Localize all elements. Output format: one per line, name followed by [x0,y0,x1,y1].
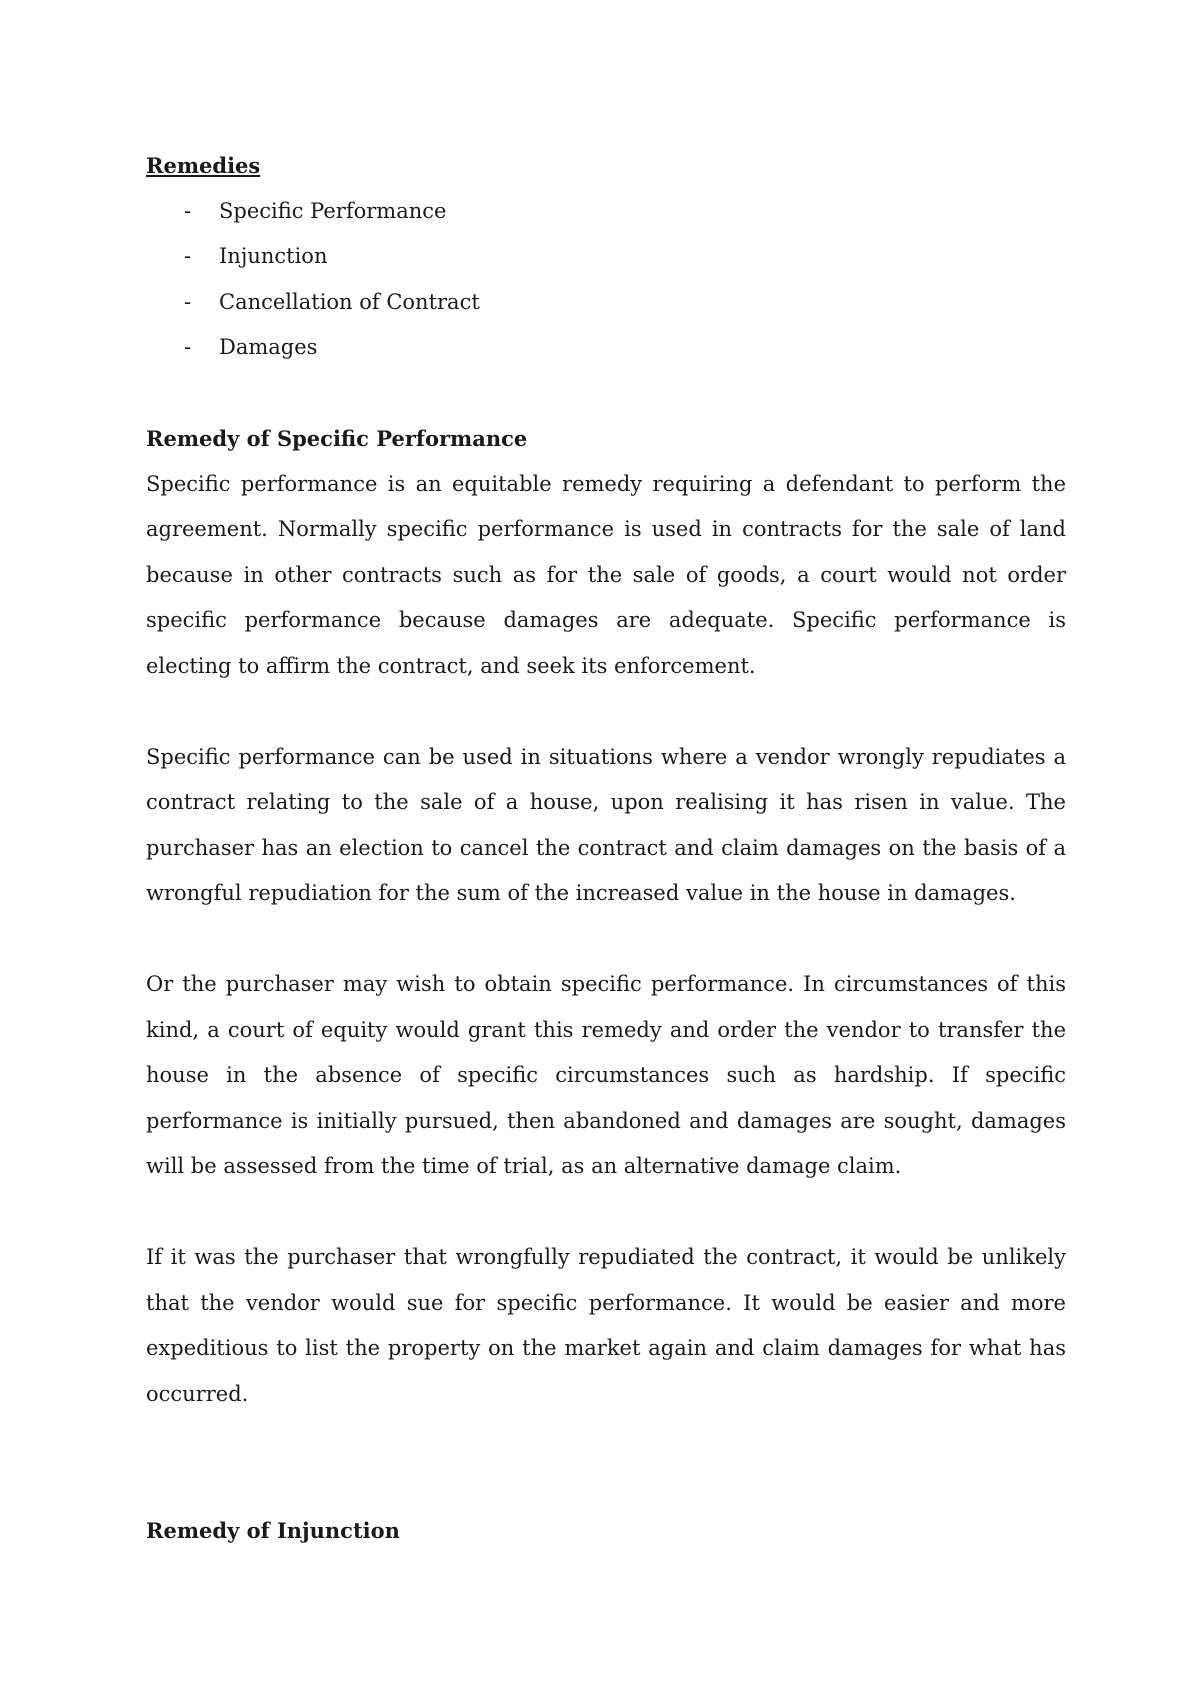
spacer [146,1190,1066,1236]
list-item [146,234,1066,280]
paragraph: Specific performance can be used in situations where a vendor wrongly repudiates a contract relating to the sale of a house, upon realising it has risen in value. The purchaser has an election to cancel the contract and claim damages on the basis of a wrongful repudiation for the sum of the increased value in the house in damages. [146,744,1066,905]
list-item [146,325,1066,371]
spacer [146,1417,1066,1508]
list-bullet: - [184,335,192,359]
section-heading-injunction: Remedy of Injunction [146,1518,400,1543]
list-item-label: Damages [219,335,318,359]
spacer [146,371,1066,417]
section-heading-specific-performance: Remedy of Specific Performance [146,426,528,451]
remedies-list [146,189,1066,371]
list-bullet: - [184,289,192,314]
list-item [146,280,1066,326]
list-bullet: - [184,198,192,223]
document-body [146,143,1066,1554]
spacer [146,689,1066,735]
list-item [146,189,1066,235]
remedies-heading: Remedies [146,153,261,178]
list-item-label: Specific Performance [219,198,447,223]
paragraph: If it was the purchaser that wrongfully repudiated the contract, it would be unlikely that the vendor would sue for specific performance. It would be easier and more expeditious to list the property on the market again and claim damages for what has occurred. [146,1245,1066,1406]
list-item-label: Injunction [219,244,328,268]
list-item-label: Cancellation of Contract [219,289,480,314]
list-bullet: - [184,244,192,268]
paragraph: Or the purchaser may wish to obtain specific performance. In circumstances of this kind, a court of equity would grant this remedy and order the vendor to transfer the house in the absence of specific circumstances such as hardship. If specific performance is initially pursued, then abandoned and damages are sought, damages will be assessed from the time of trial, as an alternative damage claim. [146,972,1066,1178]
paragraph: Specific performance is an equitable remedy requiring a defendant to perform the agreement. Normally specific performance is used in contracts for the sale of land because in other contracts such as for the sale of goods, a court would not order specific performance because damages are adequate. Specific performance is electing to affirm the contract, and seek its enforcement. [146,471,1066,678]
spacer [146,917,1066,963]
